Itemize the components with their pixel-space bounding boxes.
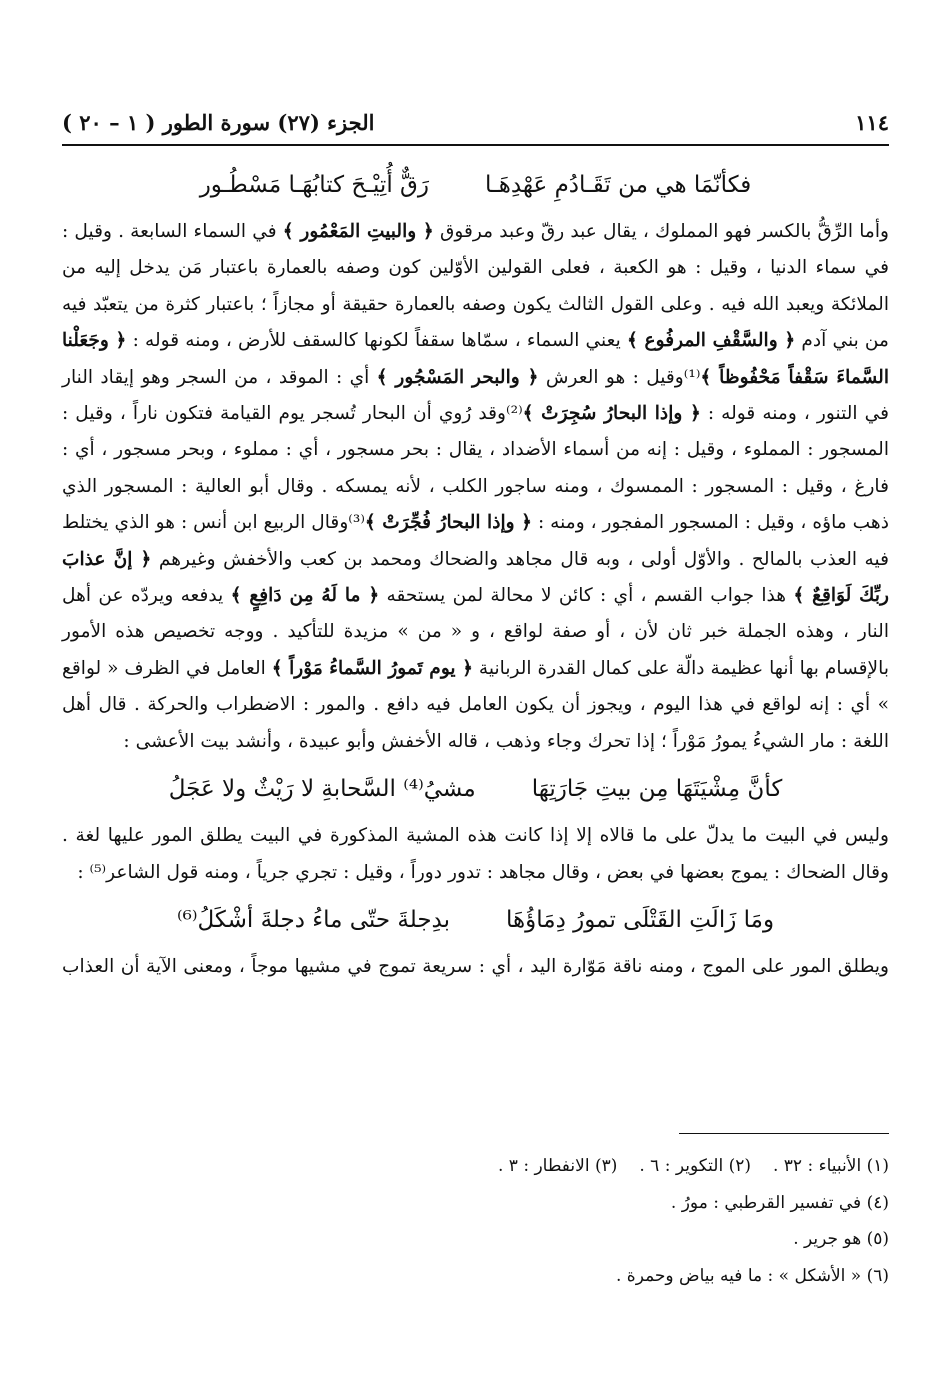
verse-hemistich-left: رَقٌّ أُتِيْـحَ كتابُهَـا مَسْطُـور <box>199 172 429 198</box>
quran-quote: ﴿ وجَعَلْنا السَّماءَ سَقْفاً مَحْفُوظاً ﴾ <box>62 330 889 388</box>
poem-verse <box>62 891 889 949</box>
poem-verse <box>62 156 889 214</box>
footnote: (٤) في تفسير القرطبي : مورُ . <box>670 1192 889 1213</box>
quran-quote: ﴿ والبيتِ المَعْمُور ﴾ <box>282 221 434 242</box>
commentary-paragraph: ويطلق المور على الموج ، ومنه ناقة مَوّارة اليد ، أي : سريعة تموج في مشيها موجاً ، ومعنى الآية أن العذاب <box>62 955 889 977</box>
page-header <box>62 106 889 146</box>
quran-quote: ﴿ وإذا البحارُ سُجِرَتْ ﴾ <box>522 403 701 425</box>
paragraph-text: ⁽²⁾وقد رُوي أن البحار تُسجر يوم القيامة فتكون ناراً ، وقيل : المسجور : المملوء ، وقيل : إنه من أسماء الأضداد ، يقال : بحر مسجور ، أي : مملوء ، وبحر مسجور ، أي : فارغ ، وقيل : المسجور : الممسوك ، ومنه ساجور الكلب ، لأنه يمسكه . وقال أبو العالية : المسجور الذي ذهب ماؤه ، وقيل : المسجور المفجور ، ومنه : <box>62 403 889 534</box>
verse-hemistich-right: كأنَّ مِشْيَتَهَا مِن بيتِ جَارَتِهَا <box>531 776 783 803</box>
verse-hemistich-left: مشيُ⁽⁴⁾ السَّحابةِ لا رَيْثٌ ولا عَجَلُ <box>168 776 476 803</box>
footnote: (١) الأنبياء : ٣٢ . <box>772 1156 889 1176</box>
quran-quote: ﴿ وإذا البحارُ فُجِّرَتْ ﴾ <box>364 512 533 534</box>
commentary-paragraph <box>62 214 889 760</box>
commentary-paragraph: وليس في البيت ما يدلّ على ما قالاه إلا إذا كانت هذه المشية المذكورة في البيت يطلق المور عليها لغة . وقال الضحاك : يموج بعضها في بعض ، وقال مجاهد : تدور دوراً ، وقيل : تجري جرياً ، ومنه قول الشاعر⁽⁵⁾ : <box>62 825 889 883</box>
quran-quote: ﴿ ما لَهُ مِن دَافِعٍ ﴾ <box>230 585 380 607</box>
footnote-divider <box>679 1133 889 1134</box>
paragraph-text: ⁽³⁾وقال الربيع ابن أنس : هو الذي يختلط فيه العذب بالمالح . والأوّل أولى ، وبه قال مجاهد والضحاك ومحمد بن كعب والأخفش وغيرهم <box>62 512 889 570</box>
page-number: ١١٤ <box>855 110 889 135</box>
verse-hemistich-right: فكأنّمَا هي من تَقَـادُمِ عَهْدِهَـا <box>484 172 752 198</box>
footnotes <box>62 1148 889 1294</box>
running-title: الجزء (٢٧) سورة الطور ( ١ – ٢٠ ) <box>62 110 375 135</box>
footnote: (٢) التكوير : ٦ . <box>639 1156 751 1176</box>
paragraph-text: أي : الموقد ، من السجر وهو إيقاد النار في التنور ، ومنه قوله : <box>62 366 889 425</box>
header-divider <box>62 144 889 146</box>
main-text <box>62 156 889 985</box>
quran-quote: ﴿ والسَّقْفِ المرفُوع ﴾ <box>626 330 796 352</box>
paragraph-text: يعني السماء ، سمّاها سقفاً لكونها كالسقف للأرض ، ومنه قوله : <box>126 330 627 352</box>
paragraph-text: يدفعه ويردّه عن أهل النار ، وهذه الجملة خبر ثان لأن ، أو صفة لواقع ، و « من » مزيدة للتأكيد . ووجه تخصيص هذه الأمور بالإقسام بها أنها عظيمة دالّة على كمال القدرة الربانية <box>62 585 889 679</box>
paragraph-text: هذا جواب القسم ، أي : كائن لا محالة لمن يستحقه <box>379 585 794 607</box>
paragraph-text: وأما الرِّقُّ بالكسر فهو المملوك ، يقال عبد رقّ وعبد مرقوق <box>433 221 889 242</box>
verse-hemistich-left: بدِجلةَ حتّى ماءُ دجلةَ أشْكَلُ⁽⁶⁾ <box>176 906 451 933</box>
quran-quote: ﴿ يوم تَمورُ السَّماءُ مَوْراً ﴾ <box>271 657 473 679</box>
poem-verse <box>62 760 889 818</box>
verse-hemistich-right: ومَا زَالَتِ القَتْلَى تمورُ دِمَاؤُهَا <box>506 906 775 933</box>
footnote-line <box>62 1148 889 1185</box>
paragraph-text: في السماء السابعة . وقيل : في سماء الدنيا ، وقيل : هو الكعبة ، فعلى القولين الأوّلين كون وصفه بالعمارة باعتبار مَن يدخل إليه من الملائكة ويعبد الله فيه . وعلى القول الثالث يكون وصفه بالعمارة حقيقة أو مجازاً ؛ باعتبار كثرة من يتعبّد فيه من بني آدم <box>62 221 889 352</box>
quran-quote: ﴿ إنَّ عذابَ ربِّكَ لَوَاقِعٌ ﴾ <box>62 548 890 607</box>
footnote: (٥) هو جرير . <box>793 1229 889 1249</box>
paragraph-text: ⁽¹⁾وقيل : هو العرش <box>538 366 701 388</box>
quran-quote: ﴿ والبحر المَسْجُور ﴾ <box>376 366 539 388</box>
footnote: (٦) « الأشكل » : ما فيه بياض وحمرة . <box>616 1265 889 1286</box>
footnote: (٣) الانفطار : ٣ . <box>497 1156 618 1176</box>
paragraph-text: العامل في الظرف « لواقع » أي : إنه لواقع في هذا اليوم ، ويجوز أن يكون العامل فيه دافع . والمور : الاضطراب والحركة . قال أهل اللغة : مار الشيءُ يمورُ مَوْراً ؛ إذا تحرك وجاء وذهب ، قاله الأخفش وأبو عبيدة ، وأنشد بيت الأعشى : <box>62 657 889 752</box>
